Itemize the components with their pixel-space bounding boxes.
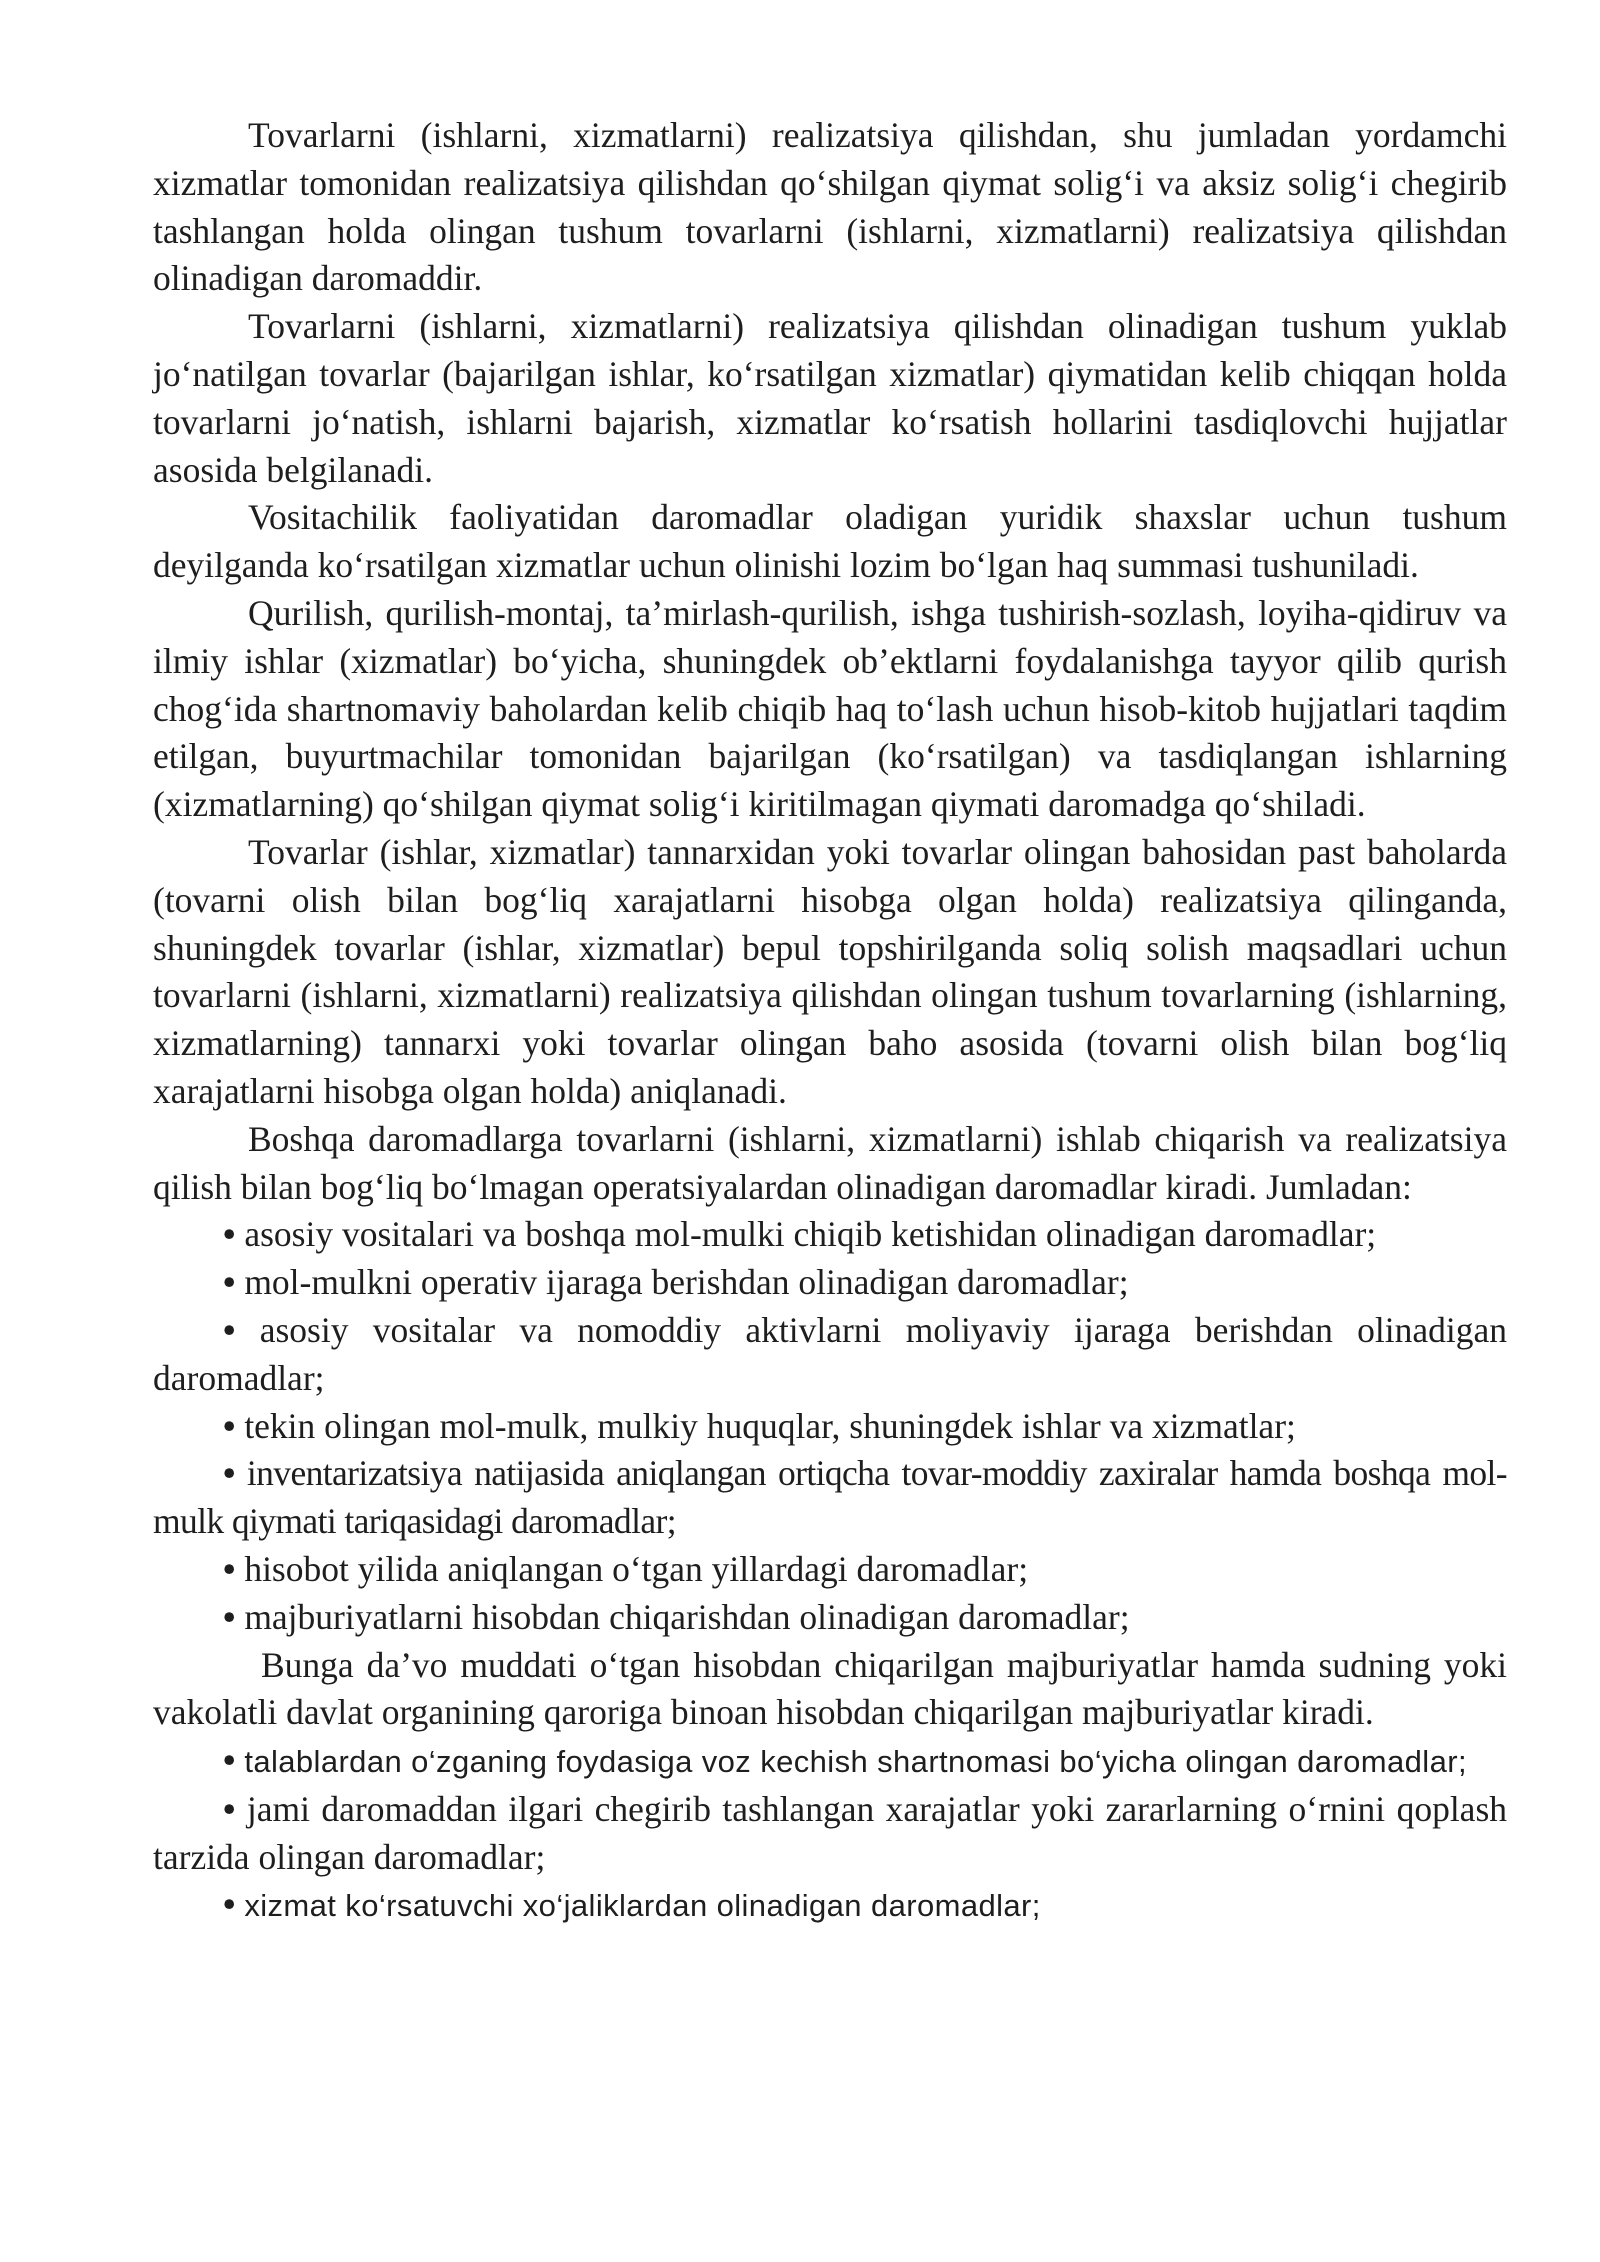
bullet-icon: • (223, 1596, 236, 1637)
list-item: • jami daromaddan ilgari chegirib tashlangan xarajatlar yoki zararlarning o‘rnini qoplash tarzida olingan daromadlar; (153, 1788, 1508, 1877)
bullet-icon: • (223, 1548, 236, 1589)
list-item: • tekin olingan mol-mulk, mulkiy huquqlar, shuningdek ishlar va xizmatlar; (223, 1405, 1296, 1446)
bullet-icon: • (223, 1788, 236, 1829)
paragraph-other-income: Boshqa daromadlarga tovarlarni (ishlarni, xizmatlarni) ishlab chiqarish va realizatsiya qilish bilan bog‘liq bo‘lmagan operatsiyalardan olinadigan daromadlar kiradi. Jumladan: (153, 1118, 1507, 1207)
list-item: • talablardan o‘zganing foydasiga voz kechish shartnomasi bo‘yicha olingan daromadlar; (223, 1740, 1467, 1781)
list-item: • inventarizatsiya natijasida aniqlangan ortiqcha tovar-moddiy zaxiralar hamda boshqa mol-mulk qiymati tariqasidagi daromadlar; (153, 1453, 1507, 1542)
bullet-icon: • (223, 1262, 236, 1303)
paragraph-intermediary-revenue: Vositachilik faoliyatidan daromadlar oladigan yuridik shaxslar uchun tushum deyilganda ko‘rsatilgan xizmatlar uchun olinishi lozim bo‘lgan haq summasi tushuniladi. (153, 497, 1507, 586)
bullet-icon: • (223, 1740, 236, 1781)
list-item: • asosiy vositalar va nomoddiy aktivlarni moliyaviy ijaraga berishdan olinadigan daromadlar; (153, 1309, 1507, 1398)
list-item: • majburiyatlarni hisobdan chiqarishdan olinadigan daromadlar; (223, 1596, 1130, 1637)
paragraph-note: Bunga da’vo muddati o‘tgan hisobdan chiqarilgan majburiyatlar hamda sudning yoki vakolatli davlat organining qaroriga binoan hisobdan chiqarilgan majburiyatlar kiradi. (153, 1644, 1507, 1733)
bullet-icon: • (223, 1884, 236, 1925)
paragraph-revenue-determination: Tovarlarni (ishlarni, xizmatlarni) realizatsiya qilishdan olinadigan tushum yuklab jo‘natilgan tovarlar (bajarilgan ishlar, ko‘rsatilgan xizmatlar) qiymatidan kelib chiqqan holda tovarlarni jo‘natish, ishlarni bajarish, xizmatlar ko‘rsatish hollarini tasdiqlovchi hujjatlar asosida belgilanadi. (153, 306, 1507, 490)
list-item: • mol-mulkni operativ ijaraga berishdan olinadigan daromadlar; (223, 1262, 1129, 1303)
bullet-icon: • (223, 1453, 235, 1494)
document-page (153, 112, 1507, 1930)
list-item: • hisobot yilida aniqlangan o‘tgan yillardagi daromadlar; (223, 1548, 1029, 1589)
paragraph-below-cost-sales: Tovarlar (ishlar, xizmatlar) tannarxidan yoki tovarlar olingan bahosidan past baholarda (tovarni olish bilan bog‘liq xarajatlarni hisobga olgan holda) realizatsiya qilinganda, shuningdek tovarlar (ishlar, xizmatlar) bepul topshirilganda soliq solish maqsadlari uchun tovarlarni (ishlarni, xizmatlarni) realizatsiya qilishdan olingan tushum tovarlarning (ishlarning, xizmatlarning) tannarxi yoki tovarlar olingan baho asosida (tovarni olish bilan bog‘liq xarajatlarni hisobga olgan holda) aniqlanadi. (153, 831, 1507, 1111)
list-item: • xizmat ko‘rsatuvchi xo‘jaliklardan olinadigan daromadlar; (223, 1884, 1041, 1925)
paragraph-construction-revenue: Qurilish, qurilish-montaj, ta’mirlash-qurilish, ishga tushirish-sozlash, loyiha-qidiruv va ilmiy ishlar (xizmatlar) bo‘yicha, shuningdek ob’ektlarni foydalanishga tayyor qilib qurish chog‘ida shartnomaviy baholardan kelib chiqib haq to‘lash uchun hisob-kitob hujjatlari taqdim etilgan, buyurtmachilar tomonidan bajarilgan (ko‘rsatilgan) va tasdiqlangan ishlarning (xizmatlarning) qo‘shilgan qiymat solig‘i kiritilmagan qiymati daromadga qo‘shiladi. (153, 592, 1507, 825)
list-item: • asosiy vositalari va boshqa mol-mulki chiqib ketishidan olinadigan daromadlar; (223, 1214, 1377, 1255)
bullet-icon: • (223, 1214, 236, 1255)
bullet-icon: • (223, 1309, 236, 1350)
bullet-icon: • (223, 1405, 236, 1446)
paragraph-revenue-definition: Tovarlarni (ishlarni, xizmatlarni) realizatsiya qilishdan, shu jumladan yordamchi xizmatlar tomonidan realizatsiya qilishdan qo‘shilgan qiymat solig‘i va aksiz solig‘i chegirib tashlangan holda olingan tushum tovarlarni (ishlarni, xizmatlarni) realizatsiya qilishdan olinadigan daromaddir. (153, 115, 1507, 299)
